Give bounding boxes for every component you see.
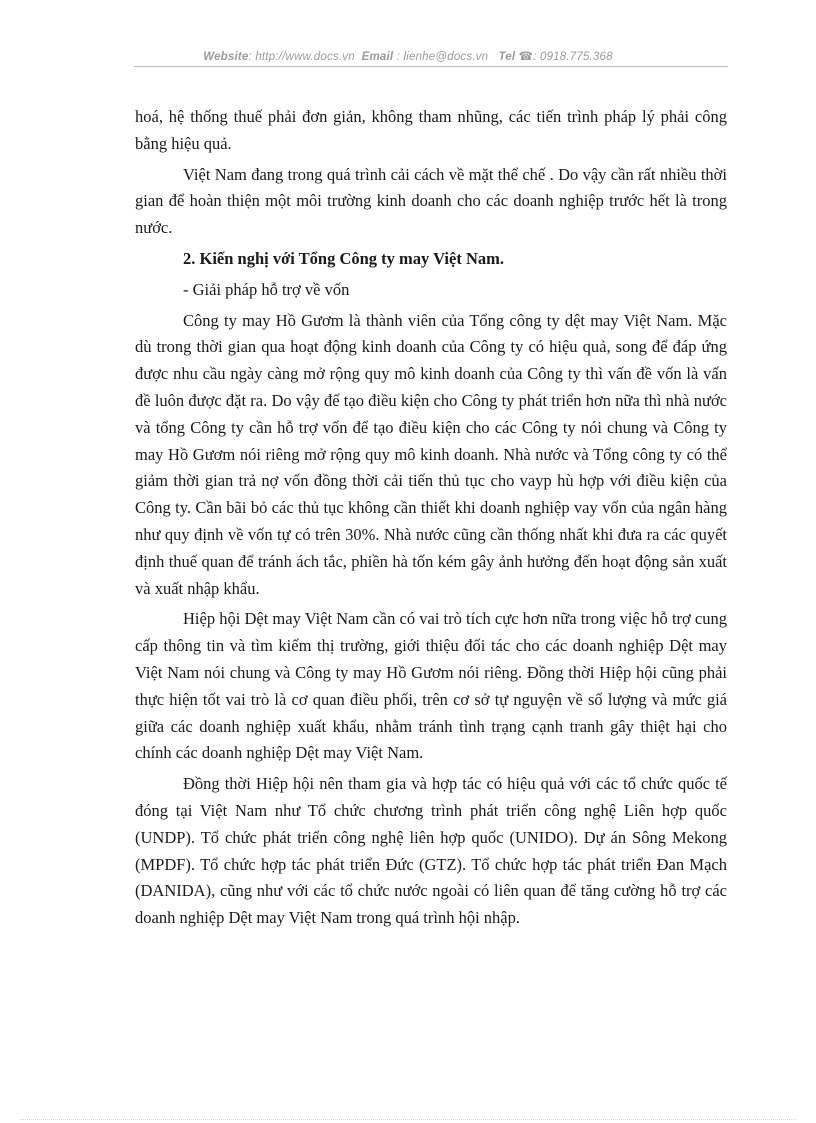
page-header [0,49,816,63]
tel-label: Tel [498,51,516,63]
email-value[interactable]: : lienhe@docs.vn [396,51,489,63]
tel-value: : 0918.775.368 [533,51,613,63]
email-label: Email [361,51,394,63]
paragraph-1: hoá, hệ thống thuế phải đơn giản, không tham nhũng, các tiến trình pháp lý phải công bằng hiệu quả. [135,107,727,153]
paragraph-4: Hiệp hội Dệt may Việt Nam cần có vai trò tích cực hơn nữa trong việc hỗ trợ cung cấp thông tin và tìm kiếm thị trường, giới thiệu đối tác cho các doanh nghiệp Dệt may Việt Nam nói chung và Công ty may Hồ Gươm nói riêng. Đồng thời Hiệp hội cũng phải thực hiện tốt vai trò là cơ quan điều phối, trên cơ sở tự nguyện về số lượng và mức giá giữa các doanh nghiệp xuất khẩu, nhằm tránh tình trạng cạnh tranh gây thiệt hại cho chính các doanh nghiệp Dệt may Việt Nam. [135,609,727,763]
phone-icon: ☎ [518,51,534,63]
subheading: - Giải pháp hỗ trợ về vốn [183,279,350,299]
paragraph-3: Công ty may Hồ Gươm là thành viên của Tổng công ty dệt may Việt Nam. Mặc dù trong thời gian qua hoạt động kinh doanh của Công ty có hiệu quả, song để đáp ứng được nhu cầu ngày càng mở rộng quy mô kinh doanh của Công ty thì vấn đề vốn là vấn đề luôn được đặt ra. Do vậy để tạo điều kiện cho Công ty phát triển hơn nữa thì nhà nước và tổng Công ty cần hỗ trợ vốn để tạo điều kiện cho các Công ty nói chung và Công ty may Hồ Gươm nói riêng mở rộng quy mô kinh doanh. Nhà nước và Tổng công ty có thể giảm thời gian trả nợ vốn đồng thời cải tiến thủ tục cho vayp hù hợp với điều kiện của Công ty. Cần bãi bỏ các thủ tục không cần thiết khi doanh nghiệp vay vốn của ngân hàng như quy định về vốn tự có trên 30%. Nhà nước cũng cần thống nhất khi đưa ra các quyết định thuế quan để tránh ách tắc, phiền hà tốn kém gây ảnh hưởng đến hoạt động sản xuất và xuất nhập khẩu. [135,310,727,598]
paragraph-2: Việt Nam đang trong quá trình cải cách về mặt thể chế . Do vậy cần rất nhiều thời gian để hoàn thiện một môi trường kinh doanh cho các doanh nghiệp trước hết là trong nước. [135,164,727,238]
section-heading: 2. Kiến nghị với Tổng Công ty may Việt Nam. [183,248,504,268]
footer-divider [20,1119,796,1120]
website-value[interactable]: : http://www.docs.vn [248,51,355,63]
header-divider [134,66,728,67]
paragraph-5: Đồng thời Hiệp hội nên tham gia và hợp tác có hiệu quả với các tổ chức quốc tế đóng tại Việt Nam như Tổ chức chương trình phát triển công nghệ Liên hợp quốc (UNDP). Tổ chức phát triển công nghệ liên hợp quốc (UNIDO). Dự án Sông Mekong (MPDF). Tổ chức hợp tác phát triển Đức (GTZ). Tổ chức hợp tác phát triển Đan Mạch (DANIDA), cũng như với các tổ chức nước ngoài có liên quan để tăng cường hỗ trợ các doanh nghiệp Dệt may Việt Nam trong quá trình hội nhập. [135,774,727,928]
website-label: Website [203,51,249,63]
document-body [135,104,727,932]
